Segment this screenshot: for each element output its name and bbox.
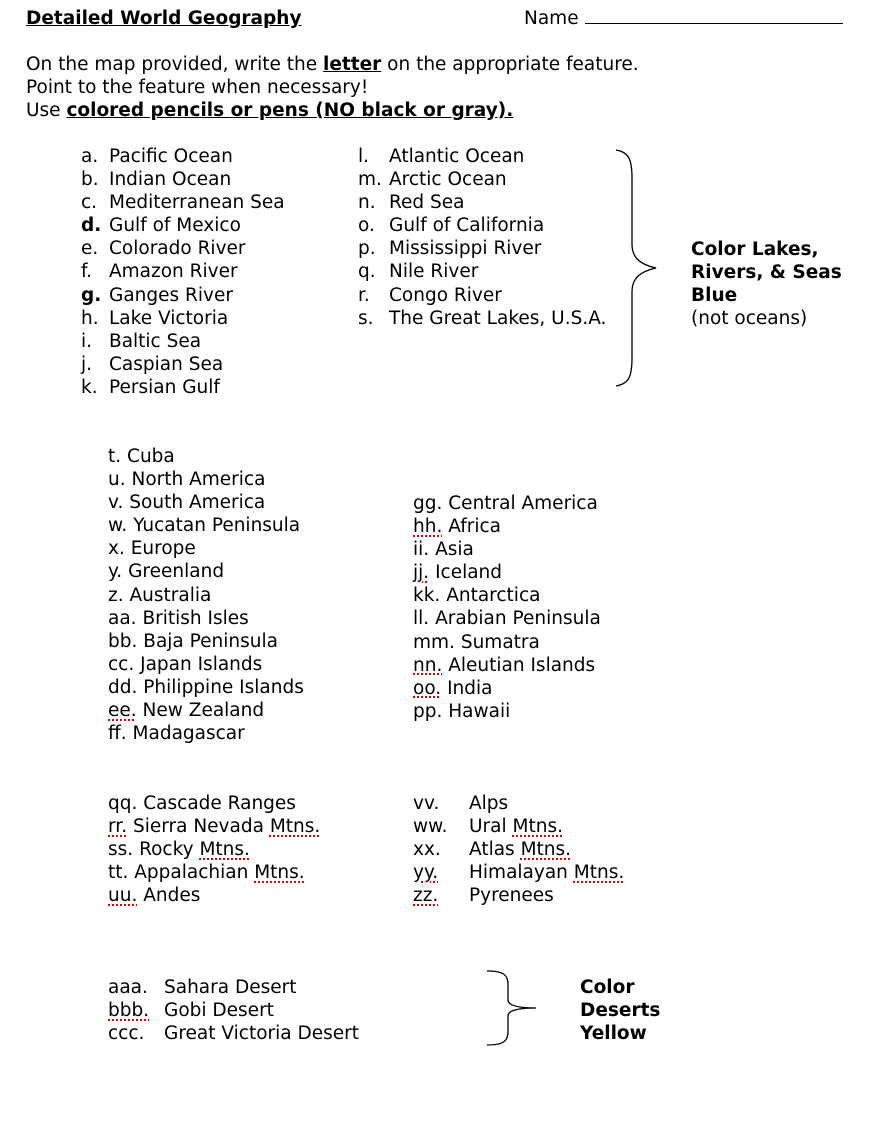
item-letter: q. bbox=[358, 261, 376, 283]
item-name: Lake Victoria bbox=[109, 307, 229, 329]
item-name: Caspian Sea bbox=[109, 353, 224, 375]
list-item bbox=[108, 653, 304, 676]
list-item bbox=[81, 237, 285, 260]
item-letter: x. bbox=[108, 538, 125, 560]
item-letter: ii. bbox=[413, 539, 430, 561]
list-item bbox=[413, 677, 601, 700]
list-item bbox=[358, 284, 606, 307]
item-letter: bbb. bbox=[108, 1000, 150, 1022]
item-name: Philippine Islands bbox=[143, 676, 304, 698]
item-name: Cascade Ranges bbox=[143, 793, 296, 814]
list-item bbox=[413, 492, 601, 515]
item-name: Amazon River bbox=[109, 261, 238, 283]
item-name: Sahara Desert bbox=[164, 977, 297, 998]
item-letter: z. bbox=[108, 584, 124, 606]
list-item bbox=[413, 700, 601, 723]
list-item bbox=[108, 537, 304, 560]
list-item bbox=[413, 538, 601, 561]
item-letter: gg. bbox=[413, 493, 443, 514]
item-name: Baltic Sea bbox=[109, 330, 202, 352]
item-letter: y. bbox=[108, 561, 123, 583]
desert-list bbox=[108, 976, 359, 1045]
item-name: Ganges River bbox=[109, 284, 233, 306]
list-item bbox=[413, 561, 601, 584]
item-letter: nn. bbox=[413, 654, 443, 676]
land-list-col2 bbox=[413, 492, 601, 723]
item-letter: k. bbox=[81, 376, 98, 398]
item-name: British Isles bbox=[142, 607, 249, 629]
item-name: Pacific Ocean bbox=[109, 146, 233, 167]
item-name: Cuba bbox=[127, 446, 175, 467]
item-letter: cc. bbox=[108, 653, 135, 675]
item-letter: qq. bbox=[108, 793, 138, 814]
list-item bbox=[108, 815, 320, 838]
item-letter: f. bbox=[81, 261, 93, 283]
item-letter: e. bbox=[81, 238, 99, 260]
mountain-list-col2 bbox=[413, 792, 624, 907]
name-field bbox=[524, 7, 843, 30]
item-letter: oo. bbox=[413, 677, 442, 699]
list-item bbox=[108, 699, 304, 722]
item-letter: o. bbox=[358, 215, 375, 237]
list-item bbox=[413, 654, 601, 677]
item-letter: p. bbox=[358, 238, 376, 260]
instruction-line-1: On the map provided, write the letter on the appropriate feature. bbox=[26, 54, 639, 75]
list-item bbox=[108, 514, 304, 537]
item-letter: w. bbox=[108, 515, 128, 537]
item-name: Atlas Mtns. bbox=[469, 839, 572, 861]
water-list-col1 bbox=[81, 145, 285, 399]
list-item bbox=[413, 815, 624, 838]
list-item bbox=[108, 976, 359, 999]
item-name: Africa bbox=[448, 516, 501, 538]
instruction-line-3: Use colored pencils or pens (NO black or gray). bbox=[26, 100, 514, 121]
item-name: Mediterranean Sea bbox=[109, 192, 285, 214]
item-name: Arabian Peninsula bbox=[435, 608, 601, 630]
item-letter: ll. bbox=[413, 608, 430, 630]
item-name: India bbox=[447, 677, 493, 699]
item-name: Sierra Nevada Mtns. bbox=[132, 816, 321, 838]
land-list-col1 bbox=[108, 445, 304, 745]
item-name: Japan Islands bbox=[140, 653, 263, 675]
list-item bbox=[108, 884, 320, 907]
item-letter: a. bbox=[81, 146, 99, 167]
item-name: Indian Ocean bbox=[109, 169, 232, 191]
list-item bbox=[108, 630, 304, 653]
desert-color-note-3: Yellow bbox=[580, 1023, 647, 1044]
item-name: North America bbox=[131, 469, 266, 491]
list-item bbox=[358, 168, 606, 191]
list-item bbox=[108, 792, 320, 815]
item-name: Himalayan Mtns. bbox=[469, 862, 625, 884]
item-name: Pyrenees bbox=[469, 885, 554, 907]
item-name: Nile River bbox=[389, 261, 479, 283]
list-item bbox=[108, 445, 304, 468]
list-item bbox=[108, 468, 304, 491]
list-item bbox=[358, 191, 606, 214]
item-letter: vv. bbox=[413, 793, 440, 814]
item-letter: aaa. bbox=[108, 977, 148, 998]
list-item bbox=[81, 168, 285, 191]
item-name: Arctic Ocean bbox=[389, 169, 507, 191]
item-name: Aleutian Islands bbox=[448, 654, 596, 676]
item-name: Asia bbox=[435, 539, 474, 561]
list-item bbox=[108, 722, 304, 745]
item-letter: rr. bbox=[108, 816, 128, 838]
list-item bbox=[108, 560, 304, 583]
item-name: Persian Gulf bbox=[109, 376, 220, 398]
list-item bbox=[108, 584, 304, 607]
item-name: Atlantic Ocean bbox=[389, 146, 525, 167]
item-letter: uu. bbox=[108, 885, 138, 907]
list-item bbox=[413, 607, 601, 630]
item-letter: tt. bbox=[108, 862, 129, 884]
item-letter: mm. bbox=[413, 631, 455, 653]
item-letter: g. bbox=[81, 284, 102, 306]
item-letter: d. bbox=[81, 215, 102, 237]
item-letter: bb. bbox=[108, 630, 138, 652]
list-item bbox=[108, 999, 359, 1022]
item-letter: r. bbox=[358, 284, 370, 306]
item-letter: zz. bbox=[413, 885, 439, 907]
list-item bbox=[81, 353, 285, 376]
item-name: Andes bbox=[143, 885, 201, 907]
page-title: Detailed World Geography bbox=[26, 8, 302, 29]
item-name: Sumatra bbox=[460, 631, 540, 653]
list-item bbox=[358, 145, 606, 168]
item-name: Gulf of Mexico bbox=[109, 215, 241, 237]
list-item bbox=[108, 676, 304, 699]
list-item bbox=[81, 214, 285, 237]
item-letter: ee. bbox=[108, 700, 137, 722]
item-letter: h. bbox=[81, 307, 99, 329]
item-name: Ural Mtns. bbox=[469, 816, 563, 838]
water-color-note-1: Color Lakes, bbox=[691, 239, 819, 260]
water-color-note-4: (not oceans) bbox=[691, 308, 808, 329]
item-letter: l. bbox=[358, 146, 370, 167]
item-letter: ss. bbox=[108, 839, 134, 861]
item-letter: u. bbox=[108, 469, 126, 491]
item-name: Yucatan Peninsula bbox=[133, 515, 301, 537]
item-letter: pp. bbox=[413, 700, 443, 722]
list-item bbox=[413, 792, 624, 815]
list-item bbox=[358, 237, 606, 260]
list-item bbox=[108, 491, 304, 514]
list-item bbox=[358, 307, 606, 330]
desert-brace bbox=[484, 968, 540, 1048]
item-letter: j. bbox=[81, 353, 93, 375]
item-name: Antarctica bbox=[446, 585, 541, 607]
desert-color-note-1: Color bbox=[580, 977, 635, 998]
list-item bbox=[81, 307, 285, 330]
item-letter: kk. bbox=[413, 585, 441, 607]
item-name: Red Sea bbox=[389, 192, 465, 214]
item-letter: dd. bbox=[108, 676, 138, 698]
list-item bbox=[81, 376, 285, 399]
mountain-list-col1 bbox=[108, 792, 320, 907]
item-name: Mississippi River bbox=[389, 238, 542, 260]
list-item bbox=[81, 145, 285, 168]
item-name: Rocky Mtns. bbox=[139, 839, 250, 861]
name-blank-line[interactable] bbox=[585, 7, 843, 24]
item-letter: ww. bbox=[413, 816, 448, 838]
item-letter: jj. bbox=[413, 562, 430, 584]
item-name: Colorado River bbox=[109, 238, 246, 260]
desert-color-note-2: Deserts bbox=[580, 1000, 661, 1021]
item-letter: s. bbox=[358, 307, 374, 329]
list-item bbox=[413, 838, 624, 861]
item-name: Greenland bbox=[128, 561, 225, 583]
item-letter: n. bbox=[358, 192, 376, 214]
list-item bbox=[413, 861, 624, 884]
list-item bbox=[413, 631, 601, 654]
item-letter: ccc. bbox=[108, 1023, 145, 1045]
item-letter: c. bbox=[81, 192, 98, 214]
item-letter: hh. bbox=[413, 516, 443, 538]
list-item bbox=[413, 584, 601, 607]
list-item bbox=[358, 260, 606, 283]
water-list-col2 bbox=[358, 145, 606, 330]
list-item bbox=[81, 330, 285, 353]
item-name: Appalachian Mtns. bbox=[134, 862, 305, 884]
item-letter: t. bbox=[108, 446, 122, 467]
list-item bbox=[413, 515, 601, 538]
list-item bbox=[81, 191, 285, 214]
item-letter: yy. bbox=[413, 862, 439, 884]
instruction-line-2: Point to the feature when necessary! bbox=[26, 77, 369, 98]
list-item bbox=[108, 861, 320, 884]
list-item bbox=[108, 838, 320, 861]
list-item bbox=[81, 284, 285, 307]
item-letter: m. bbox=[358, 169, 382, 191]
item-name: Gobi Desert bbox=[164, 1000, 274, 1022]
item-letter: i. bbox=[81, 330, 93, 352]
item-name: Europe bbox=[130, 538, 196, 560]
item-letter: v. bbox=[108, 492, 124, 514]
water-brace bbox=[610, 148, 660, 388]
item-letter: b. bbox=[81, 169, 99, 191]
item-name: Iceland bbox=[435, 562, 503, 584]
item-name: The Great Lakes, U.S.A. bbox=[389, 307, 607, 329]
item-letter: ff. bbox=[108, 723, 127, 745]
item-letter: xx. bbox=[413, 839, 441, 861]
water-color-note-2: Rivers, & Seas bbox=[691, 262, 842, 283]
list-item bbox=[81, 260, 285, 283]
water-color-note-3: Blue bbox=[691, 285, 738, 306]
list-item bbox=[358, 214, 606, 237]
item-name: Australia bbox=[129, 584, 212, 606]
item-name: Congo River bbox=[389, 284, 502, 306]
item-name: New Zealand bbox=[142, 700, 265, 722]
item-letter: aa. bbox=[108, 607, 137, 629]
item-name: Baja Peninsula bbox=[143, 630, 278, 652]
item-name: Great Victoria Desert bbox=[164, 1023, 359, 1045]
item-name: Madagascar bbox=[132, 723, 245, 745]
list-item bbox=[108, 607, 304, 630]
list-item bbox=[108, 1022, 359, 1045]
item-name: Hawaii bbox=[448, 700, 511, 722]
item-name: Alps bbox=[469, 793, 509, 814]
name-label: Name bbox=[524, 8, 579, 29]
item-name: Central America bbox=[448, 493, 598, 514]
item-name: Gulf of California bbox=[389, 215, 545, 237]
item-name: South America bbox=[129, 492, 266, 514]
list-item bbox=[413, 884, 624, 907]
